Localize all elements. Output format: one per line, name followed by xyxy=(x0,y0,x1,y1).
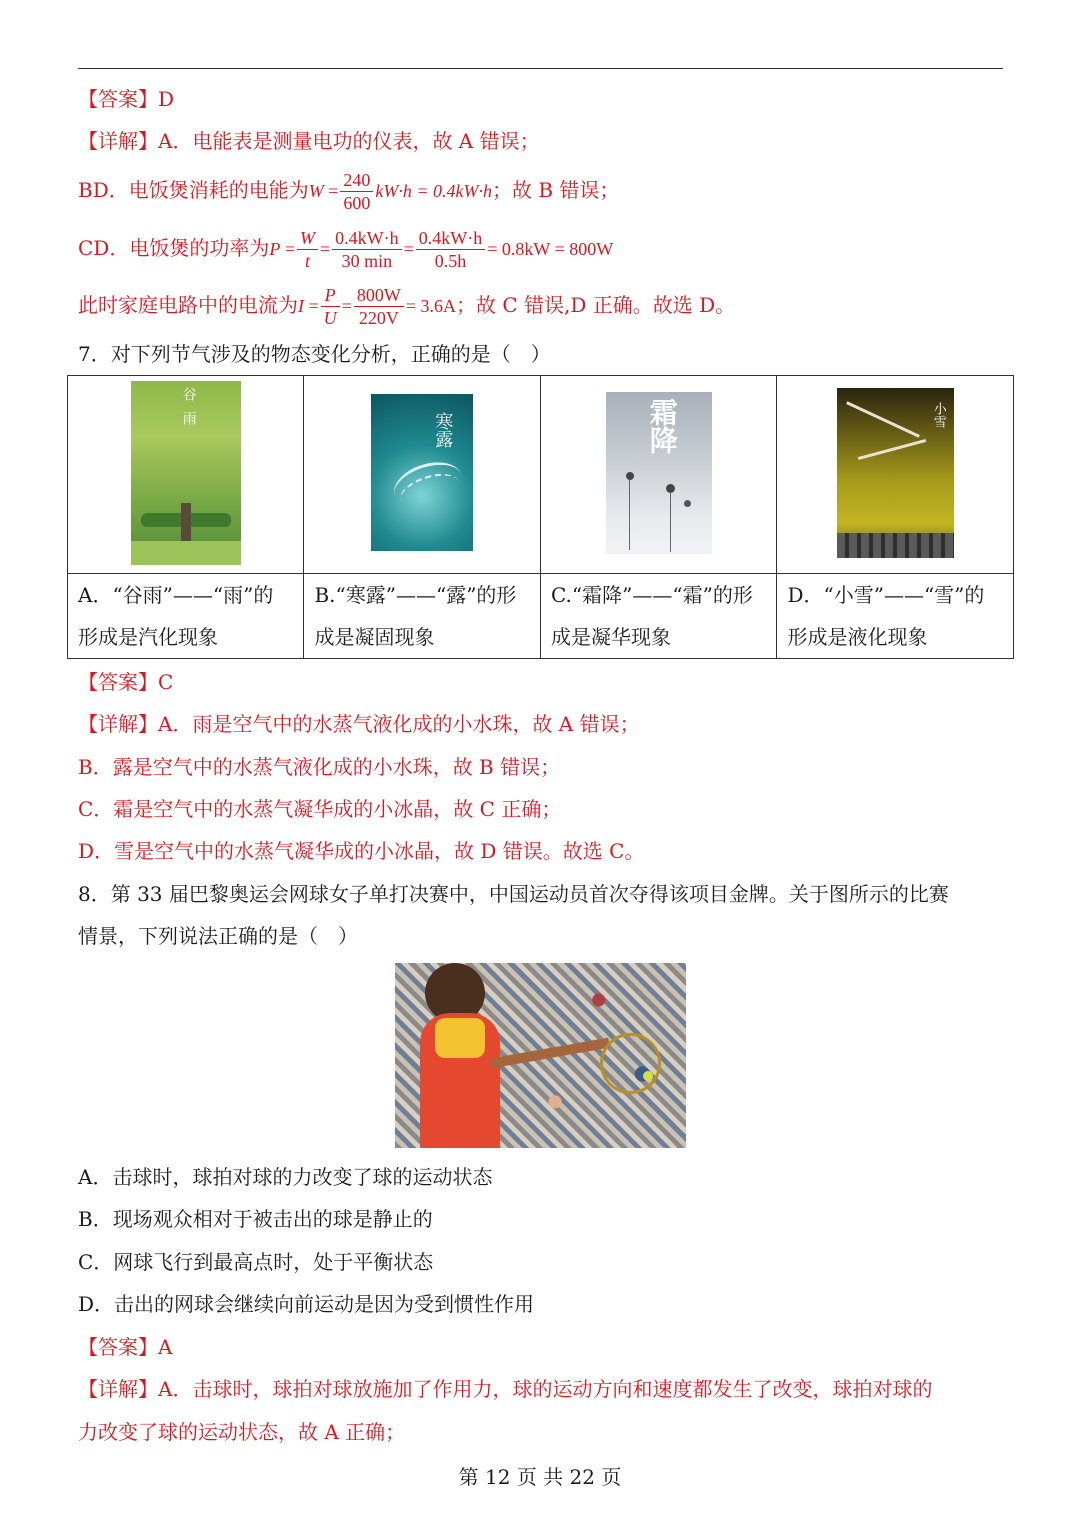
q8-option-c: C．网球飞行到最高点时，处于平衡状态 xyxy=(78,1250,434,1274)
q7-image-cell-d xyxy=(777,376,1014,574)
q6-detail-bd: BD．电饭煲消耗的电能为W = $\frac{240}{600}$ kW·h = 0.4kW·h；故 B 错误； xyxy=(78,170,620,213)
q7-detail-d: D．雪是空气中的水蒸气凝华成的小冰晶，故 D 错误。故选 C。 xyxy=(78,839,645,863)
q7-option-a: A．“谷雨”——“雨”的 形成是汽化现象 xyxy=(68,574,304,659)
q7-option-b: B.“寒露”——“露”的形 成是凝固现象 xyxy=(304,574,540,659)
q7-question: 7．对下列节气涉及的物态变化分析，正确的是（ ） xyxy=(78,342,551,366)
q6-detail-cd: CD．电饭煲的功率为P = $\frac{W}{t}$ = $\frac{0.4kW\cdot h}{30 \min}$ = $\frac{0.4kW\cdot h}{0.5h}$ = 0.8kW = 800W xyxy=(78,228,614,271)
q8-option-d: D．击出的网球会继续向前运动是因为受到惯性作用 xyxy=(78,1292,535,1316)
guyu-poster-image: 谷 雨 xyxy=(131,381,241,565)
header-rule xyxy=(78,68,1003,69)
page-footer: 第 12 页 共 22 页 xyxy=(458,1465,622,1489)
tennis-player-photo xyxy=(395,963,686,1148)
q7-image-cell-a xyxy=(68,376,304,574)
q8-option-b: B．现场观众相对于被击出的球是静止的 xyxy=(78,1207,433,1231)
hanlu-poster-image: 寒露 xyxy=(371,394,473,551)
q8-detail-line1: 【详解】A．击球时，球拍对球放施加了作用力，球的运动方向和速度都发生了改变，球拍对球的 xyxy=(78,1377,933,1401)
q8-option-a: A．击球时，球拍对球的力改变了球的运动状态 xyxy=(78,1165,493,1189)
q8-question-line2: 情景，下列说法正确的是（ ） xyxy=(78,924,358,948)
q6-detail-current: 此时家庭电路中的电流为I = $\frac{P}{U}$ = $\frac{800W}{220V}$ = 3.6A；故 C 错误,D 正确。故选 D。 xyxy=(78,285,736,328)
q8-detail-line2: 力改变了球的运动状态，故 A 正确； xyxy=(78,1420,406,1444)
q7-option-d: D．“小雪”——“雪”的 形成是液化现象 xyxy=(777,574,1014,659)
q7-answer: 【答案】C xyxy=(78,670,174,694)
q7-detail-b: B．露是空气中的水蒸气液化成的小水珠，故 B 错误； xyxy=(78,755,561,779)
q6-detail-a: 【详解】A．电能表是测量电功的仪表，故 A 错误； xyxy=(78,129,540,153)
xiaoxue-poster-image: 小雪 xyxy=(837,388,954,558)
q7-option-c: C.“霜降”——“霜”的形 成是凝华现象 xyxy=(540,574,777,659)
q6-answer: 【答案】D xyxy=(78,87,175,111)
q7-image-cell-c xyxy=(540,376,777,574)
q8-question-line1: 8．第 33 届巴黎奥运会网球女子单打决赛中，中国运动员首次夺得该项目金牌。关于图所示的比赛 xyxy=(78,882,949,906)
q7-image-cell-b xyxy=(304,376,540,574)
shuangjiang-poster-image: 霜降 xyxy=(606,392,712,554)
q7-detail-c: C．霜是空气中的水蒸气凝华成的小冰晶，故 C 正确； xyxy=(78,797,562,821)
q7-detail-a: 【详解】A．雨是空气中的水蒸气液化成的小水珠，故 A 错误； xyxy=(78,712,640,736)
q7-options-table xyxy=(67,375,1014,659)
q8-answer: 【答案】A xyxy=(78,1335,173,1359)
